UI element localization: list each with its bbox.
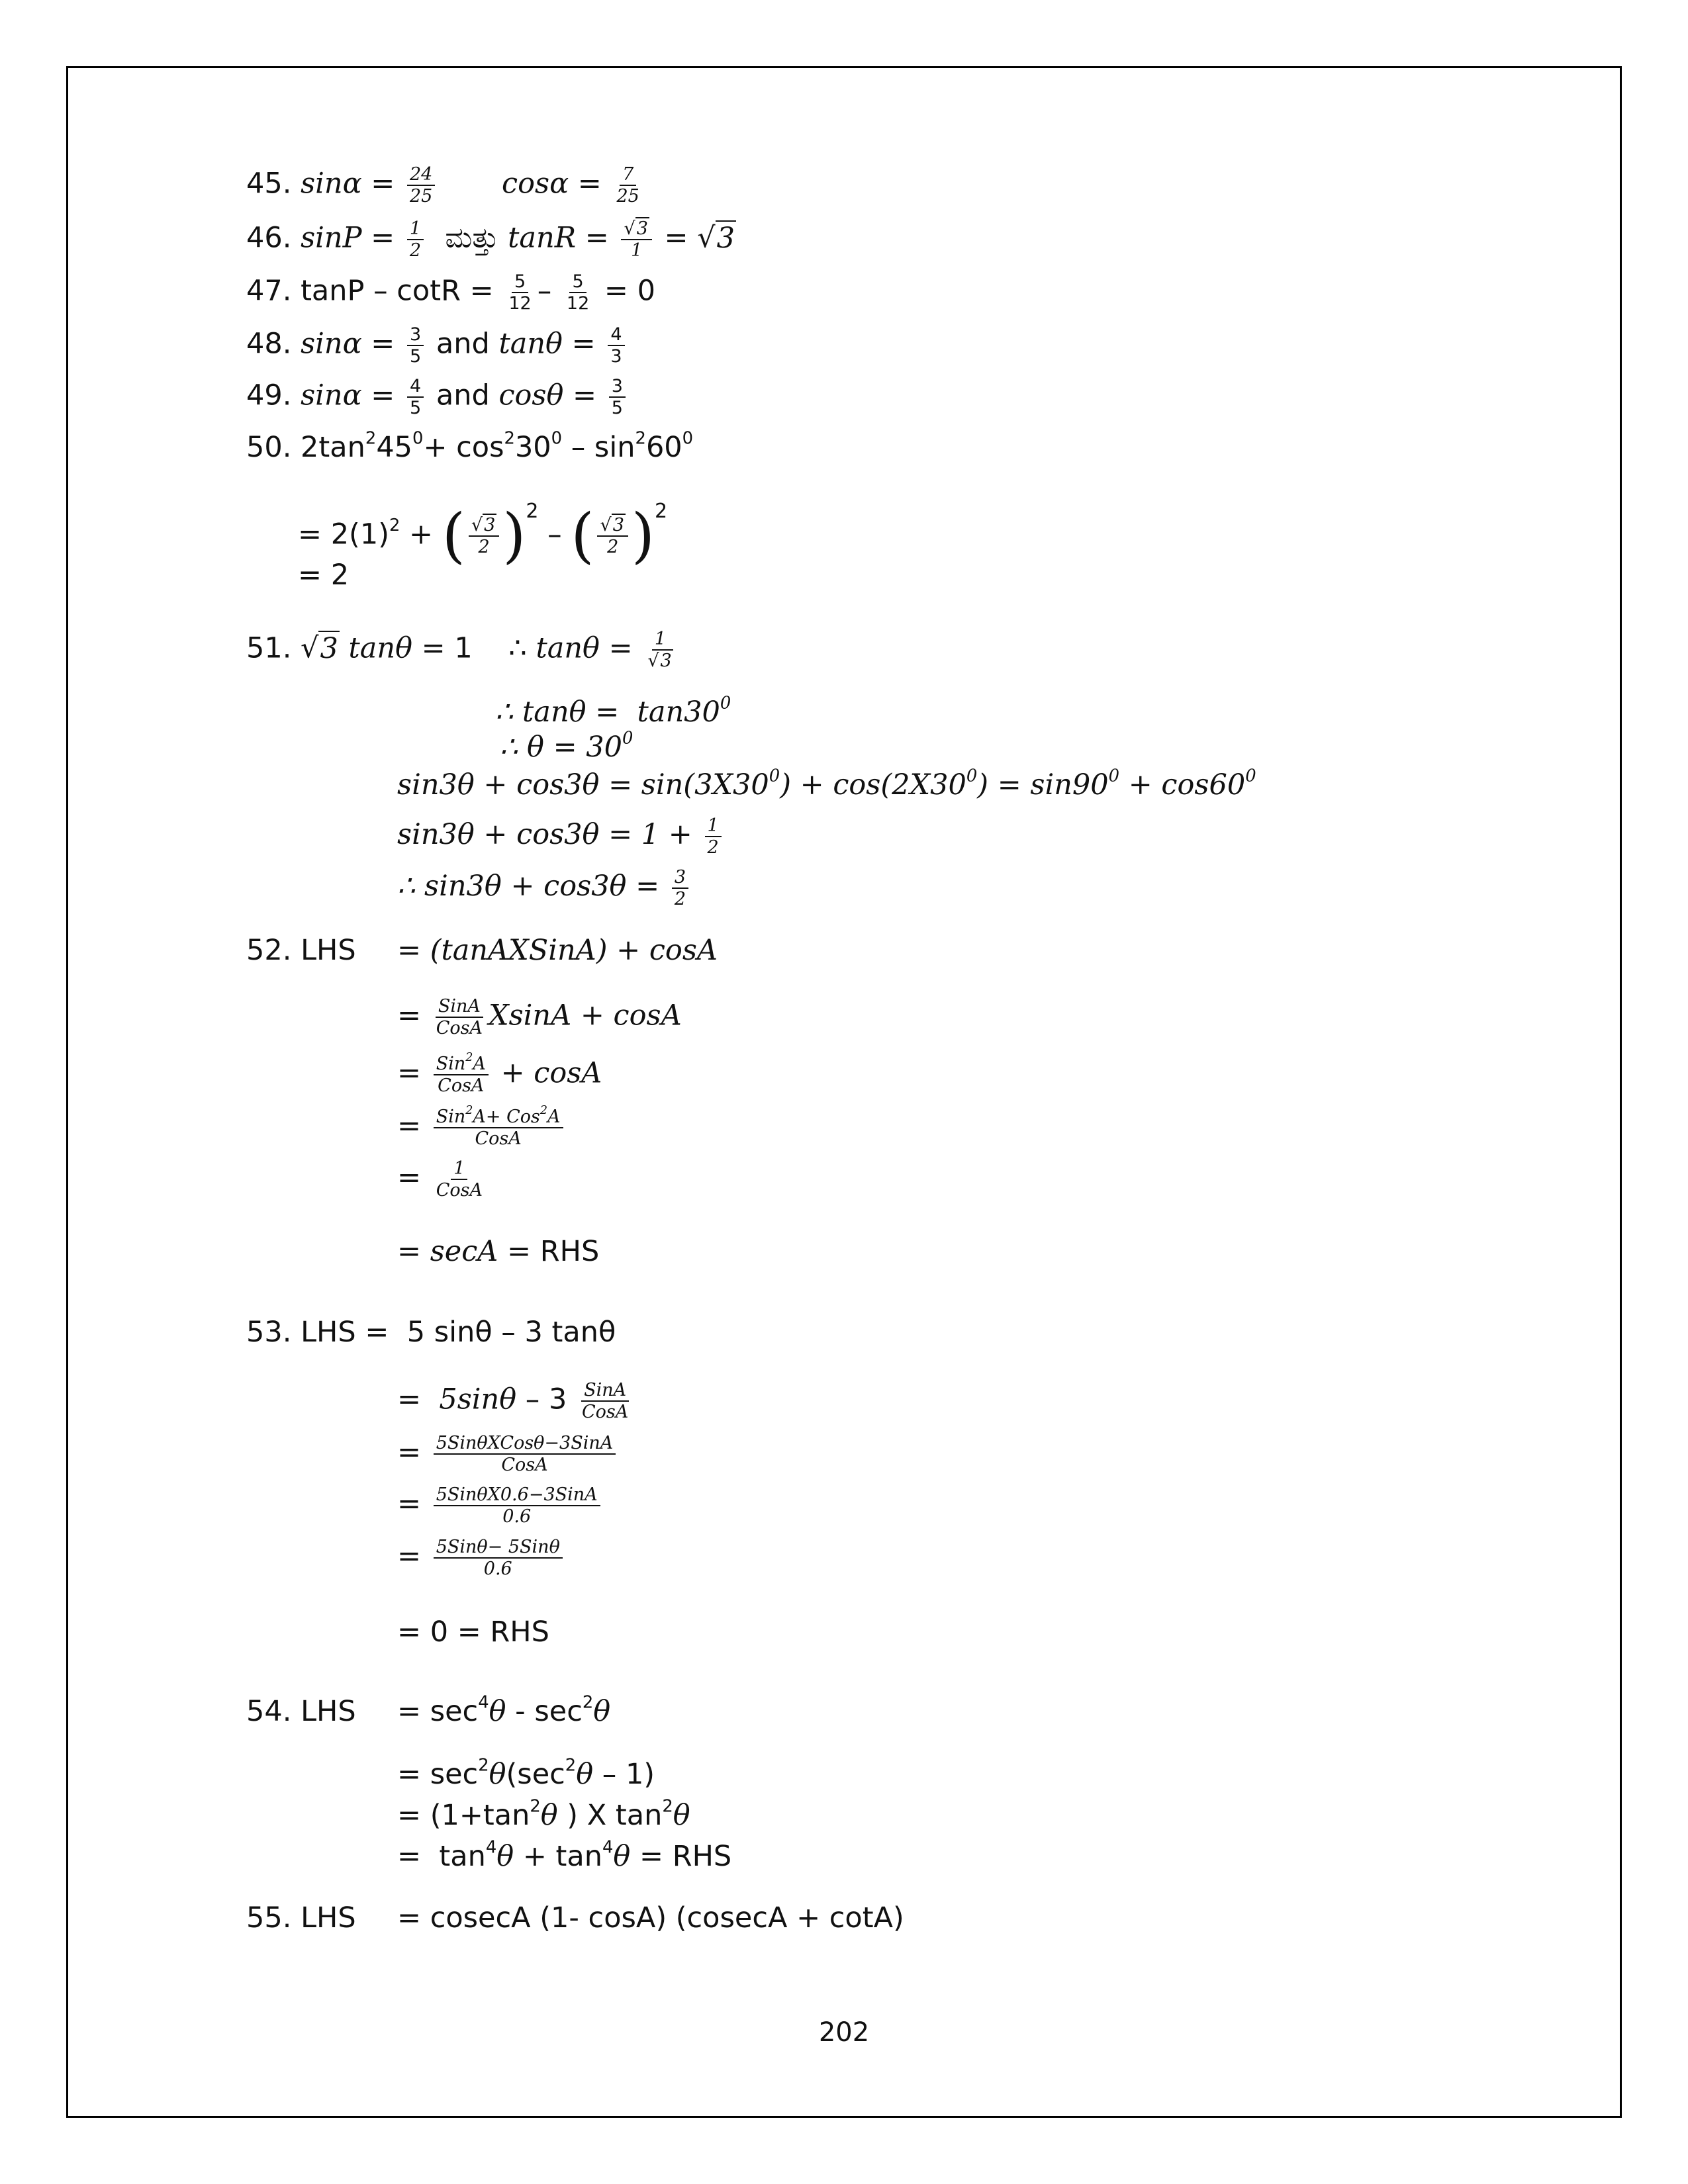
answer-46: 46. sinP = $\frac{1}{2}$ ಮತ್ತು tanR = $\frac{√3}{1}$ = √3 — [246, 218, 735, 261]
answer-49: 49. sinα = $\frac{4}{5}$ and cosθ = $\frac{3}{5}$ — [246, 376, 629, 418]
answer-54-step3: = ($1+\tan^2\theta$ ) X $\tan^2\theta$ — [397, 1796, 690, 1832]
answer-54-step1: = $\sec^4\theta - \sec^2\theta$ — [397, 1692, 611, 1728]
answer-48: 48. sinα = $\frac{3}{5}$ and tanθ = $\frac{4}{3}$ — [246, 324, 628, 367]
answer-51-line2: ∴ $\tan\theta = \tan 30^0$ — [495, 693, 731, 729]
answer-51-line5: sin3θ + cos3θ = 1 + $\frac{1}{2}$ — [397, 815, 725, 858]
page-number: 202 — [818, 2017, 870, 2048]
answer-53-step6: = 0 = RHS — [397, 1615, 549, 1649]
answer-52-line1: 52. LHS — [246, 934, 356, 967]
answer-50-question: 50. $2\tan^245^0+ \cos^230^0 - \sin^260^0$ — [246, 428, 694, 464]
answer-51-line1: 51. √3 tanθ = 1 ∴ tanθ = $\frac{1}{√3}$ — [246, 629, 672, 672]
answer-51-line6: ∴ sin3θ + cos3θ = $\frac{3}{2}$ — [397, 867, 692, 909]
answer-53-step2: = 5sinθ – 3 SinA CosA — [397, 1380, 629, 1423]
answer-51-line3: ∴ $\theta = 30^0$ — [500, 728, 633, 764]
answer-54-step2: = $\sec^2\theta(\sec^2\theta - 1)$ — [397, 1755, 655, 1791]
page-border — [66, 66, 1622, 2118]
answer-54-line1: 54. LHS — [246, 1695, 356, 1728]
answer-52-step6: = secA = RHS — [397, 1235, 600, 1268]
answer-53-step5: = 5Sinθ− 5Sinθ 0.6 — [397, 1537, 566, 1579]
answer-54-step4: = $\tan^4\theta + \tan^4\theta$ = RHS — [397, 1837, 732, 1873]
answer-52-step4: = Sin$^2$A+ Cos$^2$A CosA — [397, 1107, 567, 1149]
answer-55-step1: = cosecA (1- cosA) (cosecA + cotA) — [397, 1901, 904, 1934]
answer-47: 47. tanP – cotR = $\frac{5}{12}$ – $\frac{5}{12}$ = 0 — [246, 271, 655, 314]
answer-53-step4: = 5SinθX0.6−3SinA 0.6 — [397, 1484, 604, 1527]
answer-45: 45. sinα = $\frac{24}{25}$ cosα = $\frac{7}{25}$ — [246, 164, 639, 207]
answer-52-step2: = SinA CosA XsinA + cosA — [397, 996, 682, 1039]
answer-50-step2: = 2 — [298, 559, 350, 592]
answer-53-line1: 53. LHS = 5 sinθ – 3 tanθ — [246, 1316, 616, 1349]
answer-52-step5: = 1 CosA — [397, 1158, 483, 1201]
answer-55-line1: 55. LHS — [246, 1901, 356, 1934]
answer-53-step3: = 5SinθXCosθ−3SinA CosA — [397, 1433, 619, 1475]
answer-51-line4: $\sin 3\theta + \cos 3\theta = \sin(3X30^0) + \cos(2X30^0) = \sin 90^0 + \cos 60^0$ — [397, 766, 1256, 801]
answer-52-step3: = Sin$^2$A CosA + cosA — [397, 1050, 602, 1097]
answer-52-step1: = (tanAXSinA) + cosA — [397, 934, 718, 967]
answer-50-step1: = $2(1)^2$ + ( $\frac{√3}{2}$ )$^2$ – ( $\frac{√3}{2}$ )$^2$ — [298, 499, 668, 570]
